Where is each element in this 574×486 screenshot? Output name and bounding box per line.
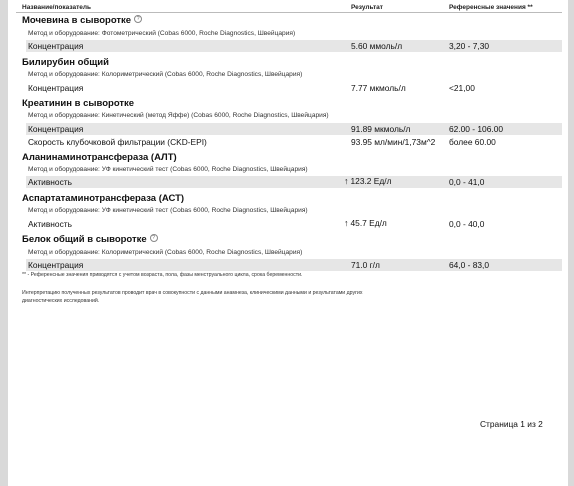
reference-range: <21,00 [449,83,475,93]
page-number: Страница 1 из 2 [480,419,543,429]
parameter-name: Концентрация [28,83,84,93]
info-icon[interactable]: ? [134,15,142,23]
result-value: 93.95 мл/мин/1,73м^2 [351,137,436,147]
test-title: Мочевина в сыворотке ? [22,15,142,26]
arrow-up-icon: ↑ [344,218,349,228]
arrow-up-icon: ↑ [344,176,349,186]
reference-range: 3,20 - 7,30 [449,41,490,51]
reference-range: 0,0 - 40,0 [449,219,485,229]
parameter-name: Активность [28,177,72,187]
interpretation-note-line1: Интерпретацию полученных результатов проводит врач в совокупности с данными анамнеза, клиническими данными и результатами других [22,290,363,296]
result-value: ↑ 123.2 Ед/л [344,176,392,186]
interpretation-note-line2: диагностических исследований. [22,298,100,304]
parameter-name: Концентрация [28,41,84,51]
reference-range: 62.00 - 106.00 [449,124,504,134]
test-method: Метод и оборудование: Колориметрический (Cobas 6000, Roche Diagnostics, Швейцария) [28,249,303,256]
column-header-reference: Референсные значения ** [449,4,533,11]
report-page [8,0,568,486]
reference-range: более 60.00 [449,137,496,147]
footnote: ** - Референсные значения приводятся с учетом возраста, пола, фазы менструального цикла, срока беременности. [22,272,303,278]
test-method: Метод и оборудование: УФ кинетический тест (Cobas 6000, Roche Diagnostics, Швейцария) [28,166,308,173]
column-header-name: Название/показатель [22,4,92,11]
reference-range: 0,0 - 41,0 [449,177,485,187]
parameter-name: Концентрация [28,260,84,270]
test-method: Метод и оборудование: Колориметрический (Cobas 6000, Roche Diagnostics, Швейцария) [28,71,303,78]
info-icon[interactable]: ? [150,234,158,242]
parameter-name: Активность [28,219,72,229]
column-header-result: Результат [351,4,383,11]
result-value: 5.60 ммоль/л [351,41,403,51]
result-value: 71.0 г/л [351,260,380,270]
test-method: Метод и оборудование: Фотометрический (Cobas 6000, Roche Diagnostics, Швейцария) [28,30,296,37]
parameter-name: Скорость клубочковой фильтрации (CKD-EPI) [28,137,207,147]
header-divider [16,12,562,13]
test-method: Метод и оборудование: Кинетический (метод Яффе) (Cobas 6000, Roche Diagnostics, Швейцария) [28,112,329,119]
test-method: Метод и оборудование: УФ кинетический тест (Cobas 6000, Roche Diagnostics, Швейцария) [28,207,308,214]
test-title: Аланинаминотрансфераза (АЛТ) [22,152,177,163]
parameter-name: Концентрация [28,124,84,134]
test-title: Аспартатаминотрансфераза (АСТ) [22,193,185,204]
result-value: 91.89 мкмоль/л [351,124,411,134]
test-title: Билирубин общий [22,57,109,68]
result-value: 7.77 мкмоль/л [351,83,406,93]
result-value: ↑ 45.7 Ед/л [344,218,387,228]
test-title: Белок общий в сыворотке ? [22,234,158,245]
reference-range: 64,0 - 83,0 [449,260,490,270]
test-title: Креатинин в сыворотке [22,98,135,109]
